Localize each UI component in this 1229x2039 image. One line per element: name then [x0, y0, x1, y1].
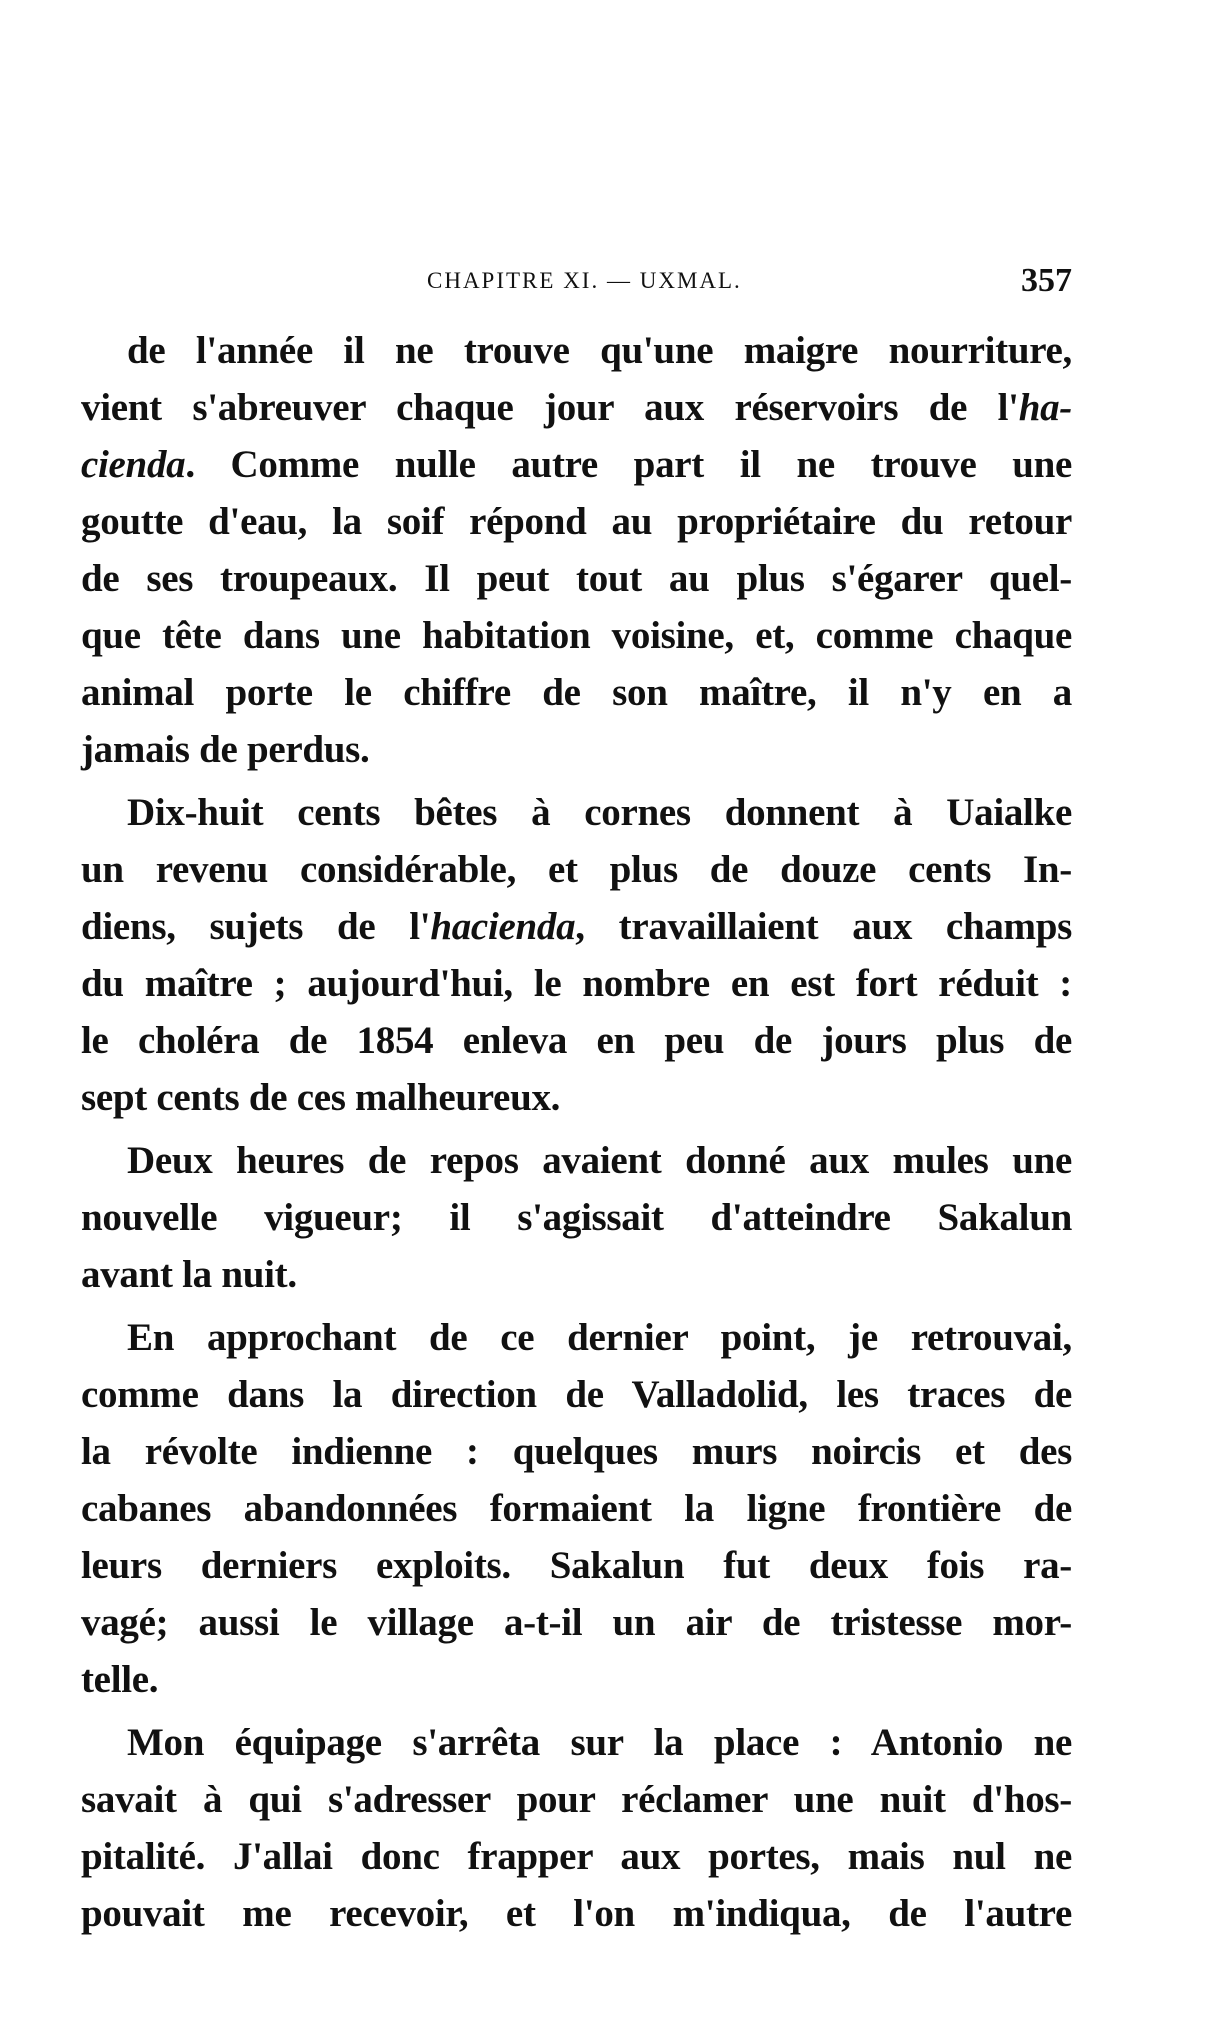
running-header	[81, 262, 1072, 302]
text-line	[81, 1366, 1072, 1423]
text-line	[81, 550, 1072, 607]
text-segment: leurs derniers exploits. Sakalun fut deux fois ra-	[81, 1544, 1072, 1587]
body-text	[81, 322, 1072, 1942]
text-line	[81, 784, 1072, 841]
text-segment: jamais de perdus.	[81, 728, 370, 771]
text-segment: pouvait me recevoir, et l'on m'indiqua, de l'autre	[81, 1892, 1072, 1935]
italic-text: hacienda	[430, 905, 576, 948]
text-segment: . Comme nulle autre part il ne trouve une	[185, 443, 1072, 486]
text-segment: la révolte indienne : quelques murs noircis et des	[81, 1430, 1072, 1473]
text-segment: pitalité. J'allai donc frapper aux portes, mais nul ne	[81, 1835, 1072, 1878]
text-segment: vient s'abreuver chaque jour aux réservoirs de l'	[81, 386, 1019, 429]
text-line	[81, 607, 1072, 664]
text-line	[81, 1771, 1072, 1828]
text-segment: le choléra de 1854 enleva en peu de jours plus de	[81, 1019, 1072, 1062]
text-line	[81, 379, 1072, 436]
text-line	[81, 1423, 1072, 1480]
text-line	[81, 955, 1072, 1012]
text-line	[81, 1189, 1072, 1246]
text-segment: Dix-huit cents bêtes à cornes donnent à Uaialke	[127, 791, 1072, 834]
text-line	[81, 436, 1072, 493]
text-segment: du maître ; aujourd'hui, le nombre en est fort réduit :	[81, 962, 1072, 1005]
text-line	[81, 1537, 1072, 1594]
text-segment: Deux heures de repos avaient donné aux mules une	[127, 1139, 1072, 1182]
text-line	[81, 1132, 1072, 1189]
chapter-title: CHAPITRE XI. — UXMAL.	[427, 268, 742, 293]
text-line	[81, 1012, 1072, 1069]
text-line	[81, 1651, 1072, 1708]
text-segment: goutte d'eau, la soif répond au propriétaire du retour	[81, 500, 1072, 543]
text-segment: En approchant de ce dernier point, je retrouvai,	[127, 1316, 1072, 1359]
text-line	[81, 1885, 1072, 1942]
text-segment: avant la nuit.	[81, 1253, 297, 1296]
text-segment: de ses troupeaux. Il peut tout au plus s'égarer quel-	[81, 557, 1072, 600]
text-line	[81, 493, 1072, 550]
text-segment: , travaillaient aux champs	[575, 905, 1072, 948]
text-segment: Mon équipage s'arrêta sur la place : Antonio ne	[127, 1721, 1072, 1764]
text-segment: cabanes abandonnées formaient la ligne frontière de	[81, 1487, 1072, 1530]
text-line	[81, 1594, 1072, 1651]
text-segment: nouvelle vigueur; il s'agissait d'atteindre Sakalun	[81, 1196, 1072, 1239]
text-line	[81, 1480, 1072, 1537]
text-line	[81, 322, 1072, 379]
italic-text: cienda	[81, 443, 186, 486]
text-line	[81, 1246, 1072, 1303]
text-segment: que tête dans une habitation voisine, et, comme chaque	[81, 614, 1072, 657]
italic-text: ha-	[1018, 386, 1072, 429]
text-segment: animal porte le chiffre de son maître, il n'y en a	[81, 671, 1072, 714]
text-segment: telle.	[81, 1658, 159, 1701]
text-segment: un revenu considérable, et plus de douze cents In-	[81, 848, 1072, 891]
text-segment: vagé; aussi le village a-t-il un air de tristesse mor-	[81, 1601, 1072, 1644]
text-line	[81, 1714, 1072, 1771]
page-number: 357	[1021, 262, 1072, 299]
text-line	[81, 1309, 1072, 1366]
text-segment: savait à qui s'adresser pour réclamer une nuit d'hos-	[81, 1778, 1072, 1821]
text-segment: de l'année il ne trouve qu'une maigre nourriture,	[127, 329, 1072, 372]
text-segment: sept cents de ces malheureux.	[81, 1076, 561, 1119]
text-line	[81, 1828, 1072, 1885]
text-segment: comme dans la direction de Valladolid, les traces de	[81, 1373, 1072, 1416]
text-line	[81, 841, 1072, 898]
text-line	[81, 721, 1072, 778]
text-line	[81, 1069, 1072, 1126]
text-segment: diens, sujets de l'	[81, 905, 431, 948]
text-line	[81, 898, 1072, 955]
text-line	[81, 664, 1072, 721]
